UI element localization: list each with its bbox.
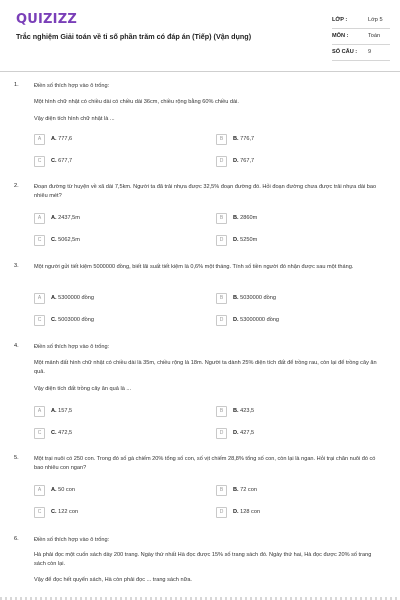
option-text: 5300000 đồng	[58, 295, 94, 301]
question-number: 2.	[14, 183, 19, 189]
meta-key: SỐ CÂU :	[332, 49, 358, 55]
question-number: 1.	[14, 82, 19, 88]
meta-table	[332, 13, 390, 61]
option-text: 72 con	[240, 487, 257, 493]
option-text: 5250m	[240, 237, 258, 243]
meta-row-subject	[332, 29, 390, 45]
option-b[interactable]	[216, 485, 376, 499]
option-a[interactable]	[34, 293, 194, 307]
option-letter-box: B	[216, 293, 227, 304]
option-text: 423,5	[240, 408, 255, 414]
question-number: 5.	[14, 455, 19, 461]
option-text: 50 con	[58, 487, 75, 493]
option-c[interactable]	[34, 235, 194, 249]
option-text: 122 con	[58, 509, 79, 515]
question-text: Hà phải đọc một cuốn sách dày 200 trang. Ngày thứ nhất Hà đọc được 15% số trang sách đó. Ngày thứ hai, Hà đọc được 20% số trang sách còn lại.	[34, 552, 372, 567]
question-text: Một hình chữ nhật có chiều dài có chiều dài 36cm, chiều rộng bằng 60% chiều dài.	[34, 99, 239, 105]
option-label: C.	[51, 317, 57, 323]
option-text: 5030000 đồng	[240, 295, 276, 301]
option-c[interactable]	[34, 156, 194, 170]
option-text: 2860m	[240, 215, 258, 221]
option-a[interactable]	[34, 134, 194, 148]
option-text: 157,5	[58, 408, 73, 414]
option-c[interactable]	[34, 315, 194, 329]
question-text: Vậy diện tích đất trồng cây ăn quả là ...	[34, 386, 132, 392]
option-letter-box: B	[216, 485, 227, 496]
option-d[interactable]	[216, 428, 376, 442]
option-text: 5003000 đồng	[58, 317, 94, 323]
option-label: B.	[233, 487, 239, 493]
option-letter-box: A	[34, 213, 45, 224]
question-text: Điền số thích hợp vào ô trống:	[34, 537, 110, 543]
option-label: D.	[233, 509, 239, 515]
option-letter-box: A	[34, 293, 45, 304]
question-text: Một mảnh đất hình chữ nhật có chiều dài là 35m, chiều rộng là 18m. Người ta dành 25% diện tích đất để trồng rau, còn lại để trồng cây ăn quả.	[34, 360, 377, 375]
question-number: 4.	[14, 343, 19, 349]
option-label: B.	[233, 215, 239, 221]
option-c[interactable]	[34, 507, 194, 521]
question-number: 3.	[14, 263, 19, 269]
meta-value: Lớp 5	[368, 17, 383, 23]
option-letter-box: D	[216, 428, 227, 439]
question-text: Một trại nuôi có 250 con. Trong đó số gà chiếm 20% tổng số con, số vịt chiếm 28,8% tổng số con, còn lại là ngan. Hỏi trại chăn nuôi đó có bao nhiêu con ngan?	[34, 456, 376, 471]
option-letter-box: C	[34, 235, 45, 246]
option-text: 777,6	[58, 136, 73, 142]
option-label: D.	[233, 158, 239, 164]
option-label: B.	[233, 408, 239, 414]
option-text: 767,7	[240, 158, 255, 164]
page-title: Trắc nghiệm Giải toán về tỉ số phần trăm có đáp án (Tiếp) (Vận dụng)	[16, 32, 252, 41]
question-text: Đoạn đường từ huyện về xã dài 7,5km. Người ta đã trải nhựa được 32,5% đoạn đường đó. Hỏi đoạn đường chưa được trải nhựa dài bao nhiêu mét?	[34, 184, 377, 199]
option-letter-box: C	[34, 428, 45, 439]
meta-value: Toán	[368, 33, 381, 39]
meta-row-grade	[332, 13, 390, 29]
option-label: B.	[233, 136, 239, 142]
option-label: A.	[51, 215, 57, 221]
option-letter-box: A	[34, 406, 45, 417]
question-text: Điền số thích hợp vào ô trống:	[34, 83, 110, 89]
option-a[interactable]	[34, 213, 194, 227]
option-letter-box: D	[216, 235, 227, 246]
option-label: D.	[233, 430, 239, 436]
option-label: A.	[51, 136, 57, 142]
option-text: 5062,5m	[58, 237, 80, 243]
option-label: B.	[233, 295, 239, 301]
option-b[interactable]	[216, 293, 376, 307]
option-label: C.	[51, 237, 57, 243]
meta-key: LỚP :	[332, 17, 348, 23]
option-letter-box: B	[216, 134, 227, 145]
option-letter-box: A	[34, 134, 45, 145]
option-b[interactable]	[216, 406, 376, 420]
option-letter-box: D	[216, 315, 227, 326]
option-letter-box: D	[216, 507, 227, 518]
question-number: 6.	[14, 536, 19, 542]
option-label: A.	[51, 295, 57, 301]
option-letter-box: C	[34, 315, 45, 326]
option-label: C.	[51, 158, 57, 164]
meta-row-count	[332, 45, 390, 61]
option-b[interactable]	[216, 213, 376, 227]
option-label: A.	[51, 487, 57, 493]
option-letter-box: C	[34, 156, 45, 167]
option-label: A.	[51, 408, 57, 414]
option-d[interactable]	[216, 507, 376, 521]
option-letter-box: B	[216, 213, 227, 224]
option-letter-box: C	[34, 507, 45, 518]
option-text: 53000000 đồng	[240, 317, 280, 323]
option-label: C.	[51, 509, 57, 515]
option-d[interactable]	[216, 156, 376, 170]
option-letter-box: B	[216, 406, 227, 417]
option-letter-box: D	[216, 156, 227, 167]
question-text: Vậy để đọc hết quyển sách, Hà còn phải đọc ... trang sách nữa.	[34, 577, 192, 583]
meta-value: 9	[368, 49, 372, 55]
option-b[interactable]	[216, 134, 376, 148]
question-text: Vậy diện tích hình chữ nhật là ...	[34, 116, 115, 122]
option-label: C.	[51, 430, 57, 436]
option-d[interactable]	[216, 315, 376, 329]
question-text: Một người gửi tiết kiệm 5000000 đồng, biết lãi suất tiết kiệm là 0,6% một tháng. Tính số tiền người đó nhận được sau một tháng.	[34, 264, 354, 270]
option-label: D.	[233, 317, 239, 323]
option-d[interactable]	[216, 235, 376, 249]
meta-key: MÔN :	[332, 33, 349, 39]
question-text: Điền số thích hợp vào ô trống:	[34, 344, 110, 350]
option-text: 128 con	[240, 509, 261, 515]
quizizz-logo: QUIZIZZ	[16, 12, 77, 27]
option-label: D.	[233, 237, 239, 243]
option-c[interactable]	[34, 428, 194, 442]
option-a[interactable]	[34, 406, 194, 420]
option-a[interactable]	[34, 485, 194, 499]
option-text: 2437,5m	[58, 215, 80, 221]
option-text: 472,5	[58, 430, 73, 436]
option-text: 776,7	[240, 136, 255, 142]
option-text: 427,5	[240, 430, 255, 436]
page-header	[0, 0, 400, 72]
option-text: 677,7	[58, 158, 73, 164]
option-letter-box: A	[34, 485, 45, 496]
